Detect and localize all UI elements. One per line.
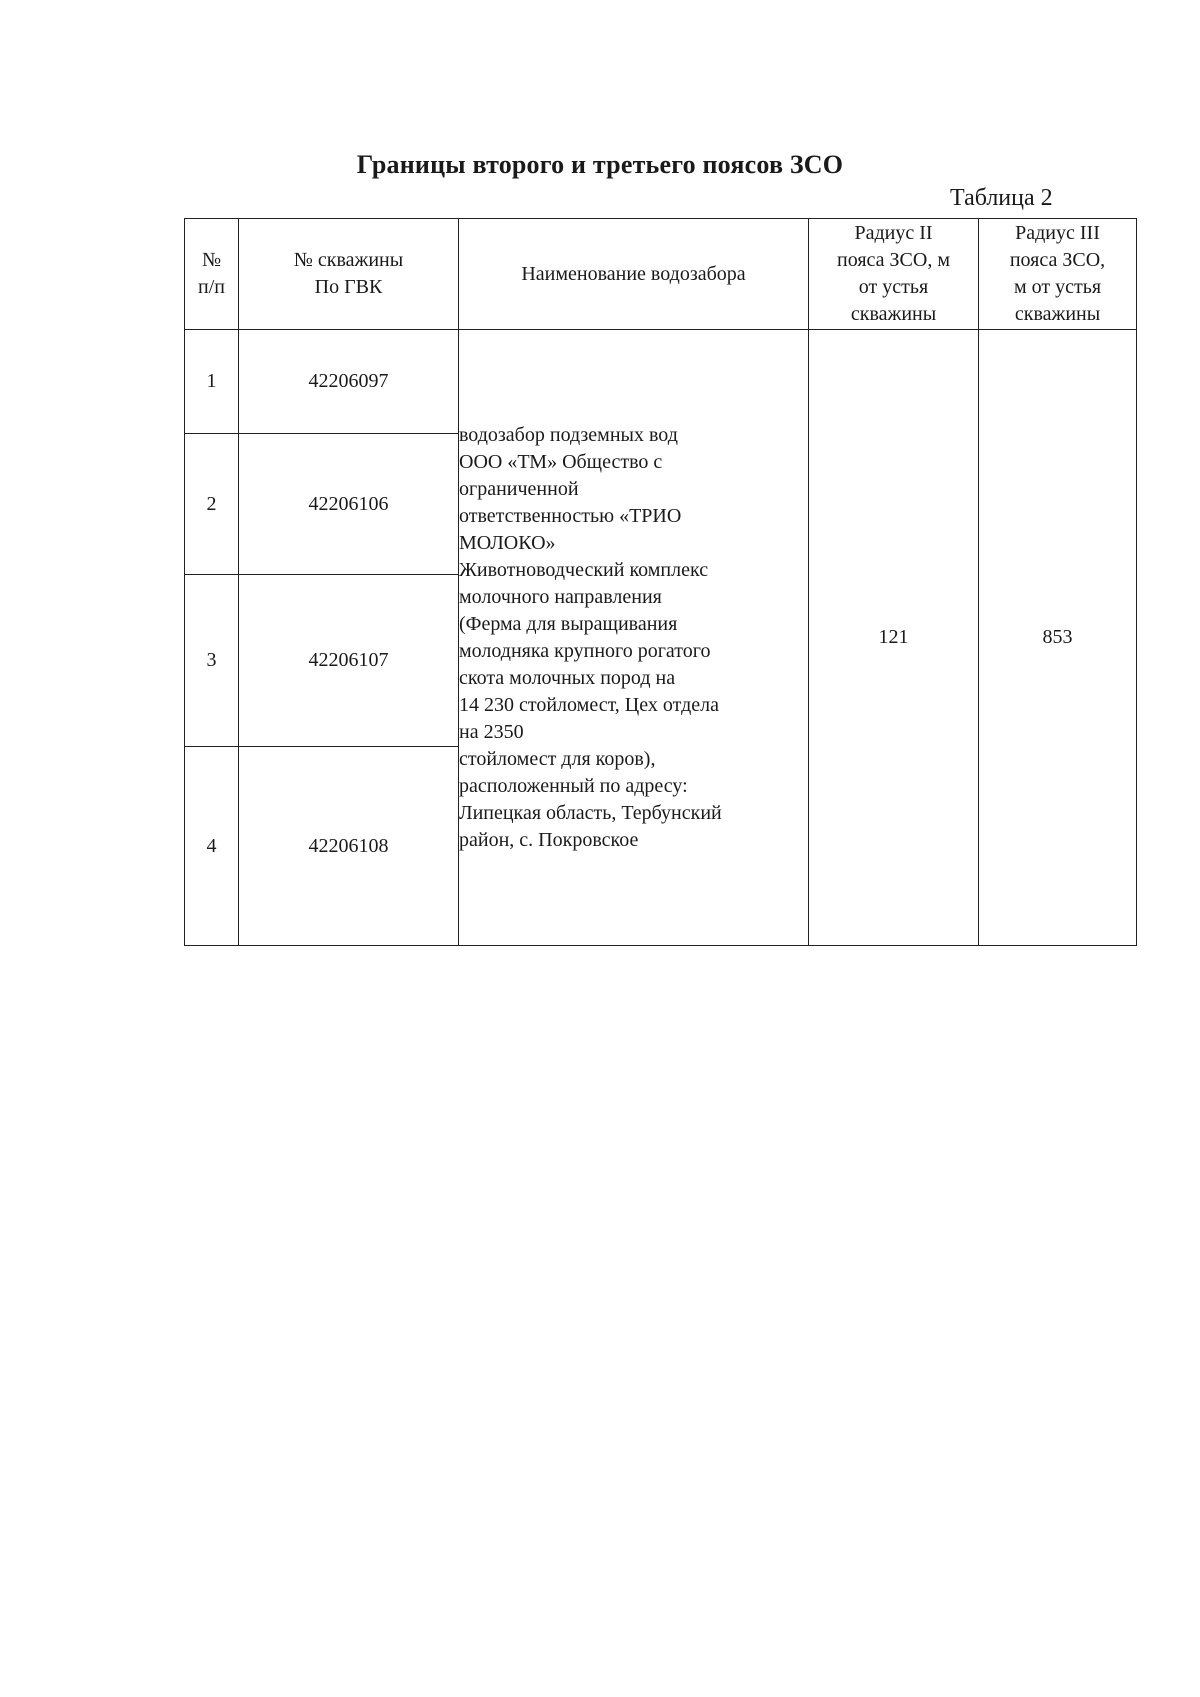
header-well: № скважины По ГВК: [239, 219, 459, 330]
table-row: [185, 330, 1137, 434]
well-number: 42206097: [239, 330, 459, 434]
header-radius-3: Радиус III пояса ЗСО, м от устья скважины: [979, 219, 1137, 330]
radius-3-value: 853: [979, 330, 1137, 946]
document-title: Границы второго и третьего поясов ЗСО: [356, 150, 844, 179]
well-number: 42206107: [239, 575, 459, 747]
radius-2-value: 121: [809, 330, 979, 946]
row-number: 4: [185, 747, 239, 946]
header-radius-2: Радиус II пояса ЗСО, м от устья скважины: [809, 219, 979, 330]
header-num: № п/п: [185, 219, 239, 330]
row-number: 1: [185, 330, 239, 434]
table-header-row: [185, 219, 1137, 330]
table-caption: Таблица 2: [950, 185, 1053, 211]
well-number: 42206108: [239, 747, 459, 946]
header-intake-name: Наименование водозабора: [459, 219, 809, 330]
intake-name-cell: водозабор подземных вод ООО «ТМ» Общество с ограниченной ответственностью «ТРИО МОЛОКО» Животноводческий комплекс молочного направления (Ферма для выращивания молодняка крупного рогатого скота молочных пород на 14 230 стойломест, Цех отдела на 2350 стойломест для коров), расположенный по адресу: Липецкая область, Тербунский район, с. Покровское: [459, 330, 809, 946]
row-number: 3: [185, 575, 239, 747]
zso-boundaries-table: [184, 218, 1137, 946]
well-number: 42206106: [239, 434, 459, 575]
row-number: 2: [185, 434, 239, 575]
